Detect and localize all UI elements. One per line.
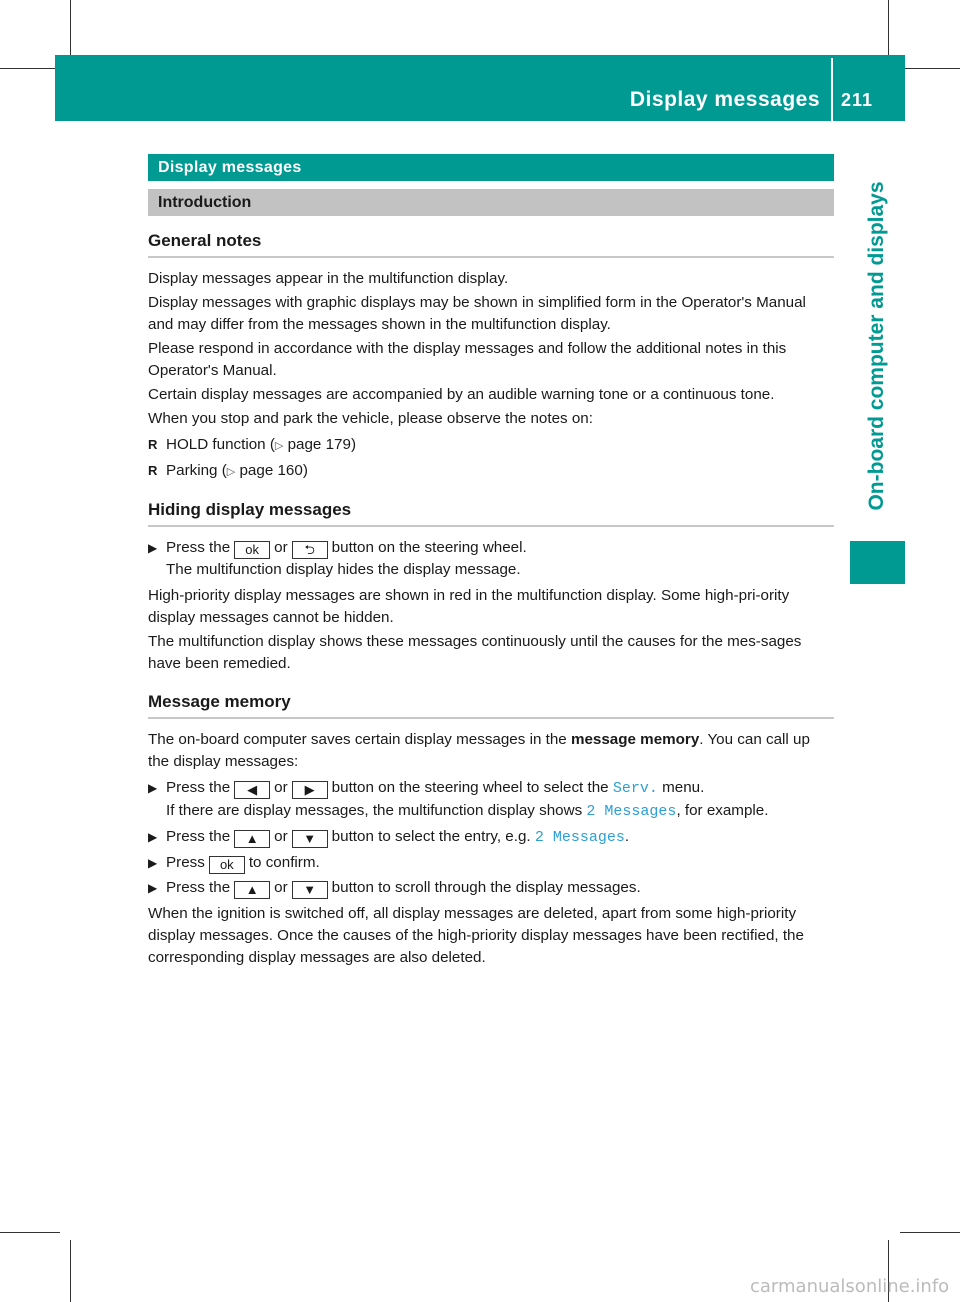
list-item: R HOLD function (▷ page 179) (148, 434, 834, 457)
watermark: carmanualsonline.info (750, 1276, 950, 1297)
heading-general-notes: General notes (148, 231, 834, 258)
page-header-title: Display messages (629, 88, 820, 111)
page-reference-link[interactable]: page 160) (239, 462, 308, 479)
heading-message-memory: Message memory (148, 692, 834, 719)
step-arrow-icon: ▶ (148, 830, 158, 844)
display-text-serv: Serv. (612, 780, 658, 797)
page-reference-link[interactable]: page 179) (287, 436, 356, 453)
ok-key-icon: ok (209, 856, 245, 874)
up-key-icon: ▲ (234, 881, 270, 899)
step-arrow-icon: ▶ (148, 781, 158, 795)
paragraph: The multifunction display shows these messages continuously until the causes for the mes-sages have been remedied. (148, 633, 802, 672)
step-result: The multifunction display hides the display message. (166, 561, 521, 578)
bullet-icon: R (148, 463, 158, 478)
section-title: Display messages (148, 154, 834, 181)
down-key-icon: ▼ (292, 881, 328, 899)
back-key-icon: ⮌ (292, 541, 328, 559)
left-key-icon: ◀ (234, 781, 270, 799)
crop-mark (0, 68, 60, 69)
paragraph: High-priority display messages are shown in red in the multifunction display. Some high-pri-ority display messages cannot be hidden. (148, 587, 790, 626)
crop-mark (0, 1232, 60, 1233)
step-arrow-icon: ▶ (148, 541, 158, 555)
instruction-step: ▶ Press ok to confirm. (148, 854, 320, 872)
list-item: R Parking (▷ page 160) (148, 460, 834, 483)
instruction-step: ▶ Press the ▲ or ▼ button to scroll through the display messages. (148, 879, 641, 897)
paragraph: Please respond in accordance with the display messages and follow the additional notes in this Operator's Manual. (148, 340, 787, 379)
step-arrow-icon: ▶ (148, 856, 158, 870)
side-tab-label: On-board computer and displays (865, 181, 888, 511)
page-content (148, 154, 834, 969)
side-tab-marker (850, 541, 905, 584)
heading-hiding-messages: Hiding display messages (148, 500, 834, 527)
paragraph: The on-board computer saves certain display messages in the message memory. You can call up the display messages: (148, 731, 810, 770)
paragraph: When the ignition is switched off, all display messages are deleted, apart from some high-priority display messages. Once the causes of the high-priority display messages have been rectified, the corresponding display messages are also deleted. (148, 905, 804, 966)
display-text-messages: 2 Messages (534, 829, 625, 846)
header-divider (831, 58, 833, 121)
page-number: 211 (841, 90, 874, 110)
bullet-icon: R (148, 437, 158, 452)
section-subtitle: Introduction (148, 189, 834, 216)
crop-mark (900, 1232, 960, 1233)
instruction-step: ▶ Press the ▲ or ▼ button to select the entry, e.g. 2 Messages. (148, 828, 630, 846)
page-ref-icon: ▷ (274, 440, 284, 452)
paragraph: Display messages with graphic displays may be shown in simplified form in the Operator's Manual and may differ from the messages shown in the multifunction display. (148, 294, 806, 333)
crop-mark (888, 0, 889, 60)
right-key-icon: ▶ (292, 781, 328, 799)
down-key-icon: ▼ (292, 830, 328, 848)
page-ref-icon: ▷ (226, 466, 236, 478)
instruction-step: ▶ Press the ok or ⮌ button on the steering wheel. The multifunction display hides the display message. (148, 539, 527, 578)
crop-mark (70, 1240, 71, 1302)
up-key-icon: ▲ (234, 830, 270, 848)
crop-mark (900, 68, 960, 69)
ok-key-icon: ok (234, 541, 270, 559)
crop-mark (70, 0, 71, 60)
paragraph: Display messages appear in the multifunction display. (148, 270, 509, 287)
step-arrow-icon: ▶ (148, 881, 158, 895)
paragraph: Certain display messages are accompanied by an audible warning tone or a continuous tone. (148, 386, 775, 403)
paragraph: When you stop and park the vehicle, please observe the notes on: (148, 410, 593, 427)
instruction-step: ▶ Press the ◀ or ▶ button on the steering wheel to select the Serv. menu. If there are display messages, the multifunction display shows 2 Messages, for example. (148, 779, 769, 820)
display-text-messages: 2 Messages (586, 803, 677, 820)
